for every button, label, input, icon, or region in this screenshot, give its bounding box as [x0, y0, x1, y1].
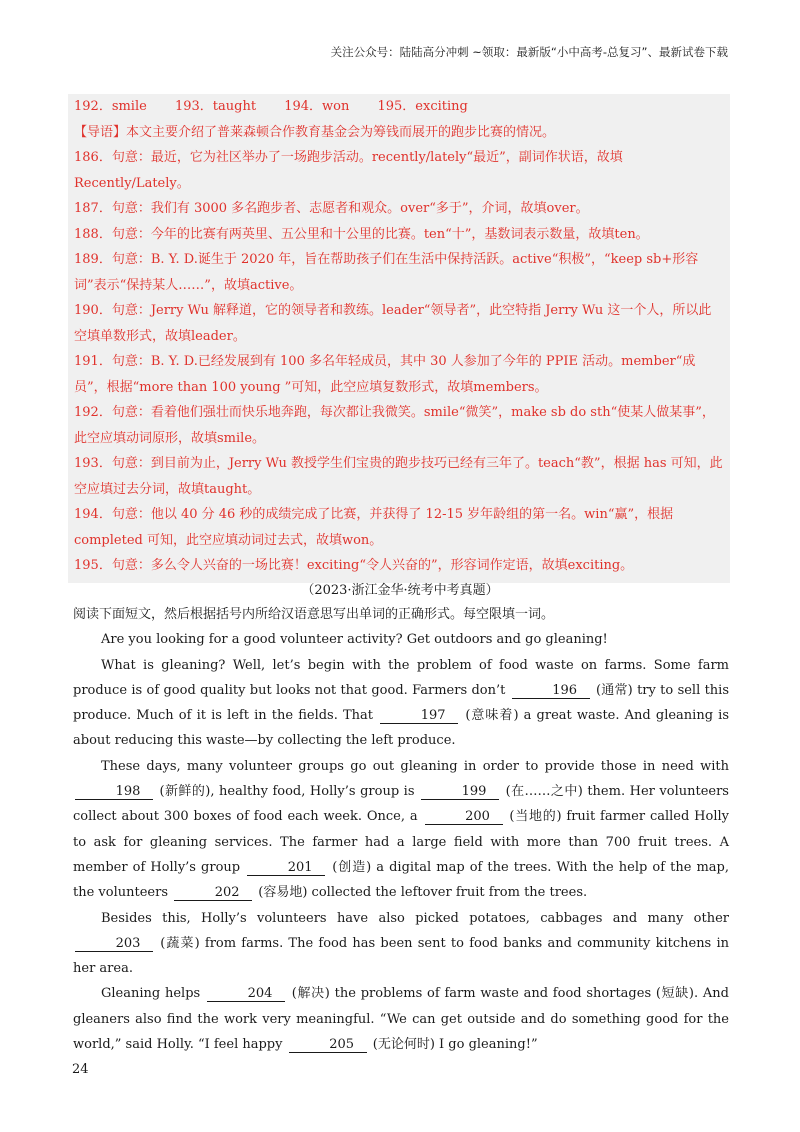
guide-text: 【导语】本文主要介绍了普莱森顿合作教育基金会为筹钱而展开的跑步比赛的情况。: [74, 124, 556, 140]
question-source: （2023·浙江金华·统考中考真题）: [301, 583, 499, 598]
blank-197: 197: [380, 708, 458, 724]
page-header: 关注公众号：陆陆高分冲刺 ~领取：最新版“小中高考-总复习”、最新试卷下载: [330, 45, 728, 59]
answer-item: 193．taught: [174, 99, 257, 114]
blank-205: 205: [289, 1037, 367, 1053]
text-run: (意味着) a great waste. And gleaning is about reducing this waste—by collecting the left produce.: [73, 708, 729, 749]
paragraph-3: [73, 754, 729, 906]
text-run: (通常) try to sell this produce. Much of it is left in the fields. That: [73, 682, 730, 724]
text-run: Gleaning helps: [101, 986, 201, 1002]
text-run: (创造) a digital map of the trees. With the help of the map, the volunteers: [73, 859, 730, 901]
text-run: Besides this, Holly’s volunteers have also picked potatoes, cabbages and many other: [101, 910, 729, 926]
text-run: (容易地) collected the leftover fruit from the trees.: [258, 885, 588, 901]
explanation-195: 195．句意：多么令人兴奋的一场比赛！exciting“令人兴奋的”，形容词作定语，故填exciting。: [74, 558, 634, 573]
answer-item: 195．exciting: [377, 99, 468, 114]
explanation-186: 186．句意：最近，它为社区举办了一场跑步活动。recently/lately“最近”，副词作状语，故填Recently/Lately。: [74, 150, 623, 191]
blank-196: 196: [512, 683, 590, 699]
text-run: (当地的) fruit farmer called Holly to ask for gleaning services. The farmer had a large field with more than 700 fruit trees. A member of Holly’s group: [73, 809, 730, 875]
blank-200: 200: [425, 809, 503, 825]
text-run: (解决) the problems of farm waste and food shortages (短缺). And gleaners also find the work very meaningful. “We can get outside and do something good for the world,” said Holly. “I feel happy: [73, 986, 729, 1053]
page-number: 24: [72, 1062, 89, 1077]
explanation-193: 193．句意：到目前为止，Jerry Wu 教授学生们宝贵的跑步技巧已经有三年了。teach“教”，根据 has 可知，此空应填过去分词，故填taught。: [74, 456, 723, 497]
blank-199: 199: [421, 784, 499, 800]
text-run: (在……之中) them. Her volunteers collect about 300 boxes of food each week. Once, a: [73, 784, 729, 825]
explanation-188: 188．句意：今年的比赛有两英里、五公里和十公里的比赛。ten“十”，基数词表示数量，故填ten。: [74, 226, 649, 242]
text-run: (无论何时) I go gleaning!”: [372, 1037, 538, 1053]
text-run: These days, many volunteer groups go out gleaning in order to provide those in need with: [101, 758, 729, 774]
explanation-191: 191．句意：B. Y. D.已经发展到有 100 多名年轻成员，其中 30 人参加了今年的 PPIE 活动。member“成员”，根据“more than 100 young ”可知，此空应填复数形式，故填members。: [74, 354, 696, 395]
exercise-body: [73, 602, 729, 1057]
paragraph-1: Are you looking for a good volunteer activity? Get outdoors and go gleaning!: [101, 632, 608, 648]
blank-198: 198: [75, 784, 153, 800]
blank-202: 202: [174, 885, 252, 901]
paragraph-4: [73, 906, 729, 982]
explanation-187: 187．句意：我们有 3000 多名跑步者、志愿者和观众。over“多于”，介词，故填over。: [74, 201, 589, 216]
explanation-192: 192．句意：看着他们强壮而快乐地奔跑，每次都让我微笑。smile“微笑”，make sb do sth“使某人做某事”，此空应填动词原形，故填smile。: [74, 405, 715, 446]
paragraph-2: [73, 653, 729, 754]
paragraph-5: [73, 981, 729, 1057]
text-run: (新鲜的), healthy food, Holly’s group is: [159, 784, 415, 800]
explanation-194: 194．句意：他以 40 分 46 秒的成绩完成了比赛，并获得了 12-15 岁年龄组的第一名。win“赢”，根据completed 可知，此空应填动词过去式，故填won。: [74, 507, 674, 548]
answer-section: [68, 94, 730, 583]
answer-item: 192．smile: [74, 99, 147, 114]
text-run: What is gleaning? Well, let’s begin with the problem of food waste on farms. Some farm produce is of good quality but looks not that good. Farmers don’t: [73, 657, 729, 698]
answer-item: 194．won: [284, 99, 350, 114]
explanation-190: 190．句意：Jerry Wu 解释道，它的领导者和教练。leader“领导者”，此空特指 Jerry Wu 这一个人，所以此空填单数形式，故填leader。: [74, 303, 712, 344]
blank-203: 203: [75, 936, 153, 952]
answer-list: [74, 94, 724, 120]
blank-201: 201: [247, 860, 325, 876]
blank-204: 204: [207, 986, 285, 1002]
text-run: (蔬菜) from farms. The food has been sent to food banks and community kitchens in her area.: [73, 935, 729, 977]
explanation-189: 189．句意：B. Y. D.诞生于 2020 年，旨在帮助孩子们在生活中保持活跃。active“积极”，“keep sb+形容词”表示“保持某人……”，故填active。: [74, 252, 699, 293]
instruction: 阅读下面短文，然后根据括号内所给汉语意思写出单词的正确形式。每空限填一词。: [73, 607, 555, 622]
